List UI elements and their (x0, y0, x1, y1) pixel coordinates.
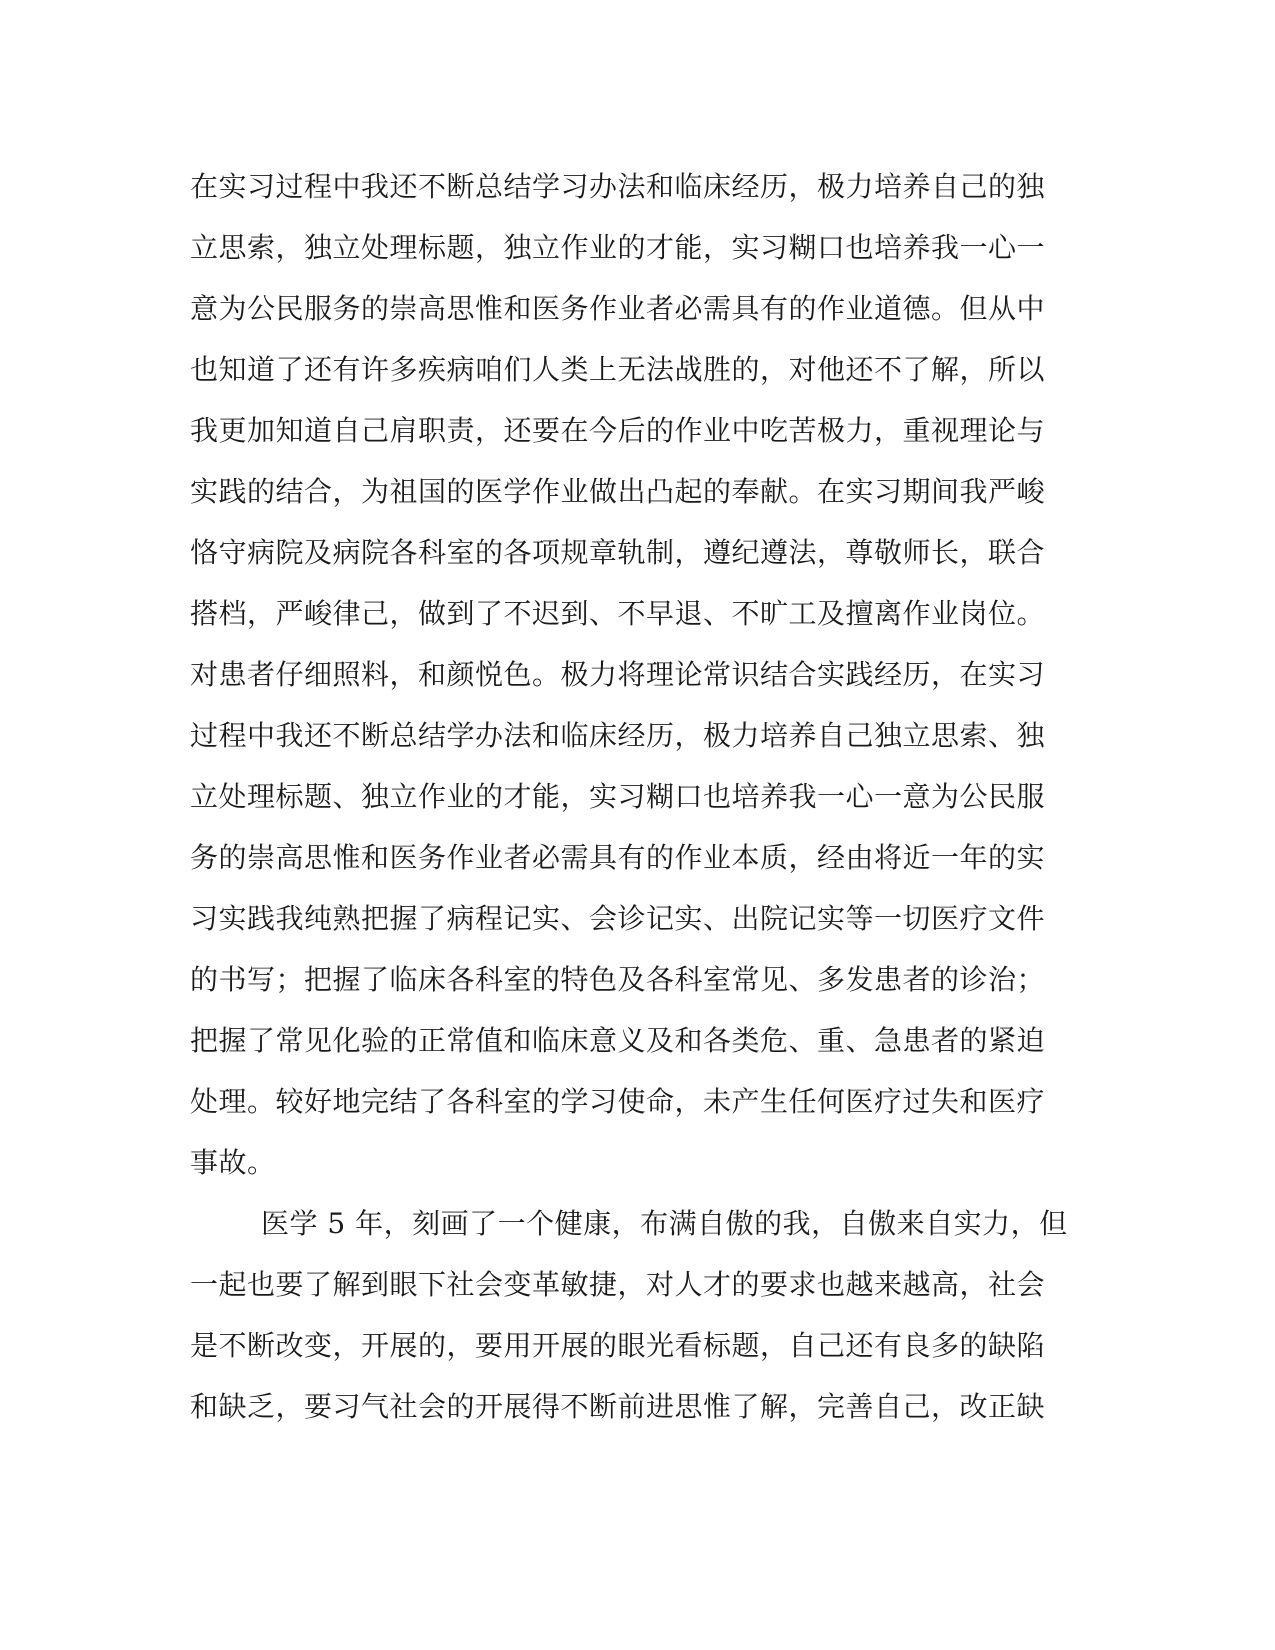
text-line: 一起也要了解到眼下社会变革敏捷，对人才的要求也越来越高，社会 (190, 1268, 1046, 1301)
text-line: 在实习过程中我还不断总结学习办法和临床经历，极力培养自己的独 (190, 170, 1046, 203)
document-body (190, 166, 1090, 1447)
text-line: 恪守病院及病院各科室的各项规章轨制，遵纪遵法，尊敬师长，联合 (190, 536, 1046, 569)
text-line: 事故。 (190, 1146, 276, 1179)
text-line: 也知道了还有许多疾病咱们人类上无法战胜的，对他还不了解，所以 (190, 353, 1046, 386)
text-line: 实践的结合，为祖国的医学作业做出凸起的奉献。在实习期间我严峻 (190, 475, 1046, 508)
paragraph-first-line: 医学 5 年，刻画了一个健康，布满自傲的我，自傲来自实力，但 (261, 1207, 1068, 1240)
text-line: 是不断改变，开展的，要用开展的眼光看标题，自己还有良多的缺陷 (190, 1329, 1046, 1362)
text-line: 和缺乏，要习气社会的开展得不断前进思惟了解，完善自己，改正缺 (190, 1390, 1046, 1423)
text-line: 习实践我纯熟把握了病程记实、会诊记实、出院记实等一切医疗文件 (190, 902, 1046, 935)
text-line: 处理。较好地完结了各科室的学习使命，未产生任何医疗过失和医疗 (190, 1085, 1046, 1118)
text-line: 过程中我还不断总结学办法和临床经历，极力培养自己独立思索、独 (190, 719, 1046, 752)
text-line: 的书写；把握了临床各科室的特色及各科室常见、多发患者的诊治； (190, 963, 1046, 996)
text-line: 我更加知道自己肩职责，还要在今后的作业中吃苦极力，重视理论与 (190, 414, 1046, 447)
text-line: 对患者仔细照料，和颜悦色。极力将理论常识结合实践经历，在实习 (190, 658, 1046, 691)
text-line: 务的崇高思惟和医务作业者必需具有的作业本质，经由将近一年的实 (190, 841, 1046, 874)
text-line: 把握了常见化验的正常值和临床意义及和各类危、重、急患者的紧迫 (190, 1024, 1046, 1057)
text-line: 立处理标题、独立作业的才能，实习糊口也培养我一心一意为公民服 (190, 780, 1046, 813)
text-line: 搭档，严峻律己，做到了不迟到、不早退、不旷工及擅离作业岗位。 (190, 597, 1046, 630)
text-line: 立思索，独立处理标题，独立作业的才能，实习糊口也培养我一心一 (190, 231, 1046, 264)
text-line: 意为公民服务的崇高思惟和医务作业者必需具有的作业道德。但从中 (190, 292, 1046, 325)
